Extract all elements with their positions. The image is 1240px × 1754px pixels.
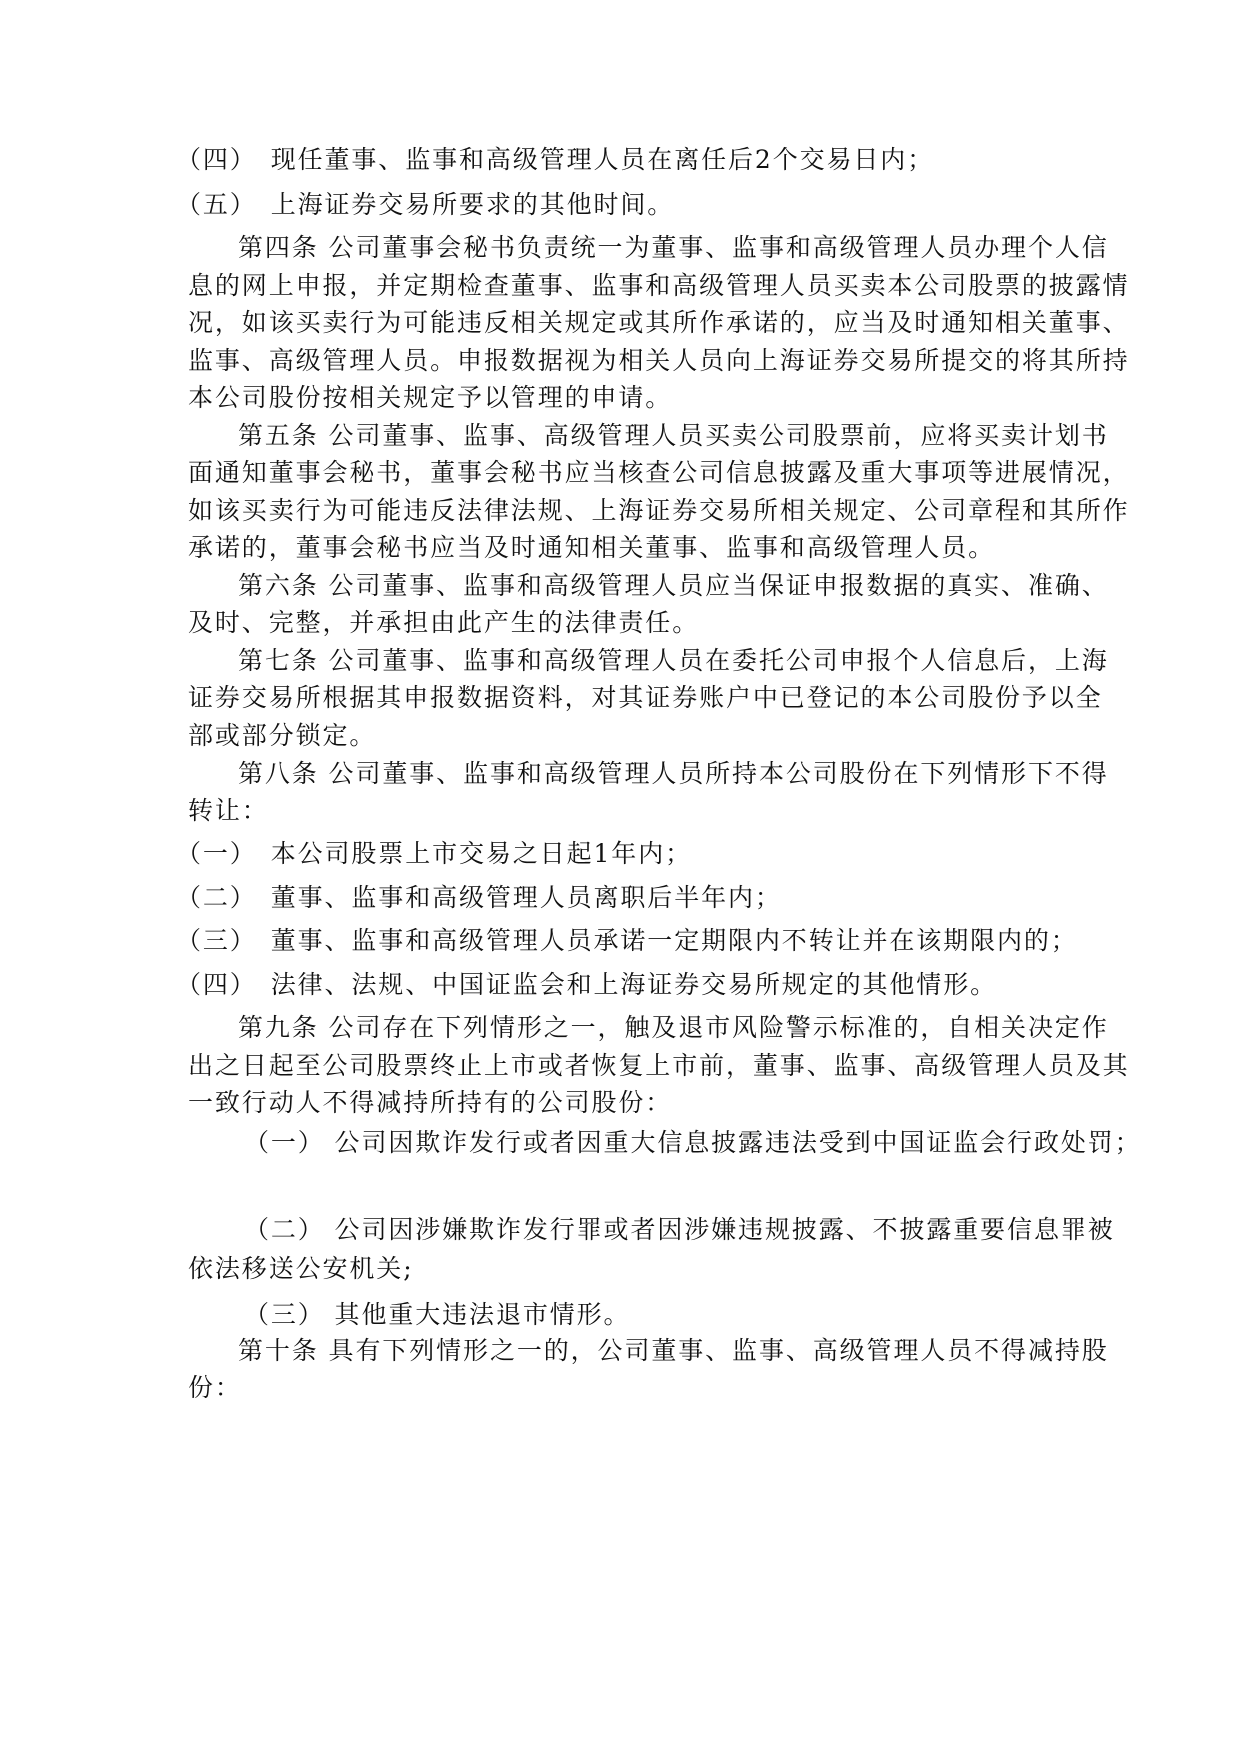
paragraph-line: 出之日起至公司股票终止上市或者恢复上市前，董事、监事、高级管理人员及其	[188, 1051, 1130, 1080]
list-text: 法律、法规、中国证监会和上海证券交易所规定的其他情形。	[270, 970, 998, 999]
paragraph-line: 转让：	[188, 796, 269, 825]
list-item-continuation: 依法移送公安机关;	[188, 1254, 414, 1283]
list-item	[176, 924, 1078, 958]
paragraph-line: 证券交易所根据其申报数据资料，对其证券账户中已登记的本公司股份予以全	[188, 683, 1103, 712]
paragraph-line: 份：	[188, 1373, 242, 1402]
paragraph-line: 况，如该买卖行为可能违反相关规定或其所作承诺的，应当及时通知相关董事、	[188, 308, 1130, 337]
paragraph-line: 第四条 公司董事会秘书负责统一为董事、监事和高级管理人员办理个人信	[238, 233, 1109, 262]
paragraph-line: 第八条 公司董事、监事和高级管理人员所持本公司股份在下列情形下不得	[238, 759, 1109, 788]
paragraph-line: 第五条 公司董事、监事、高级管理人员买卖公司股票前，应将买卖计划书	[238, 421, 1109, 450]
paragraph-line: 本公司股份按相关规定予以管理的申请。	[188, 383, 673, 412]
list-text: 上海证券交易所要求的其他时间。	[270, 190, 675, 219]
list-item	[176, 143, 934, 177]
list-item	[176, 881, 782, 915]
list-text: 董事、监事和高级管理人员离职后半年内；	[270, 883, 782, 912]
list-number: （五）	[176, 190, 257, 219]
list-text: 现任董事、监事和高级管理人员在离任后2个交易日内；	[270, 145, 935, 174]
paragraph-line: 第七条 公司董事、监事和高级管理人员在委托公司申报个人信息后，上海	[238, 646, 1109, 675]
paragraph-line: 第九条 公司存在下列情形之一，触及退市风险警示标准的，自相关决定作	[238, 1013, 1109, 1042]
list-item	[176, 837, 692, 871]
paragraph-line: 息的网上申报，并定期检查董事、监事和高级管理人员买卖本公司股票的披露情	[188, 271, 1130, 300]
paragraph-line: 第六条 公司董事、监事和高级管理人员应当保证申报数据的真实、准确、	[238, 571, 1109, 600]
paragraph-line: 如该买卖行为可能违反法律法规、上海证券交易所相关规定、公司章程和其所作	[188, 496, 1130, 525]
paragraph-line: 面通知董事会秘书，董事会秘书应当核查公司信息披露及重大事项等进展情况，	[188, 458, 1130, 487]
list-item: （一） 公司因欺诈发行或者因重大信息披露违法受到中国证监会行政处罚；	[244, 1128, 1142, 1157]
list-item: （二） 公司因涉嫌欺诈发行罪或者因涉嫌违规披露、不披露重要信息罪被	[244, 1215, 1115, 1244]
list-number: （二）	[176, 883, 257, 912]
paragraph-line: 第十条 具有下列情形之一的，公司董事、监事、高级管理人员不得减持股	[238, 1336, 1109, 1365]
list-item	[176, 188, 674, 222]
list-item	[176, 968, 997, 1002]
list-number: （四）	[176, 145, 257, 174]
paragraph-line: 部或部分锁定。	[188, 721, 377, 750]
list-text: 本公司股票上市交易之日起1年内；	[270, 839, 693, 868]
paragraph-line: 监事、高级管理人员。申报数据视为相关人员向上海证券交易所提交的将其所持	[188, 346, 1130, 375]
paragraph-line: 一致行动人不得减持所持有的公司股份：	[188, 1088, 673, 1117]
list-item: （三） 其他重大违法退市情形。	[244, 1300, 631, 1329]
list-number: （三）	[176, 926, 257, 955]
paragraph-line: 承诺的，董事会秘书应当及时通知相关董事、监事和高级管理人员。	[188, 533, 996, 562]
list-number: （一）	[176, 839, 257, 868]
paragraph-line: 及时、完整，并承担由此产生的法律责任。	[188, 608, 700, 637]
list-text: 董事、监事和高级管理人员承诺一定期限内不转让并在该期限内的；	[270, 926, 1078, 955]
list-number: （四）	[176, 970, 257, 999]
